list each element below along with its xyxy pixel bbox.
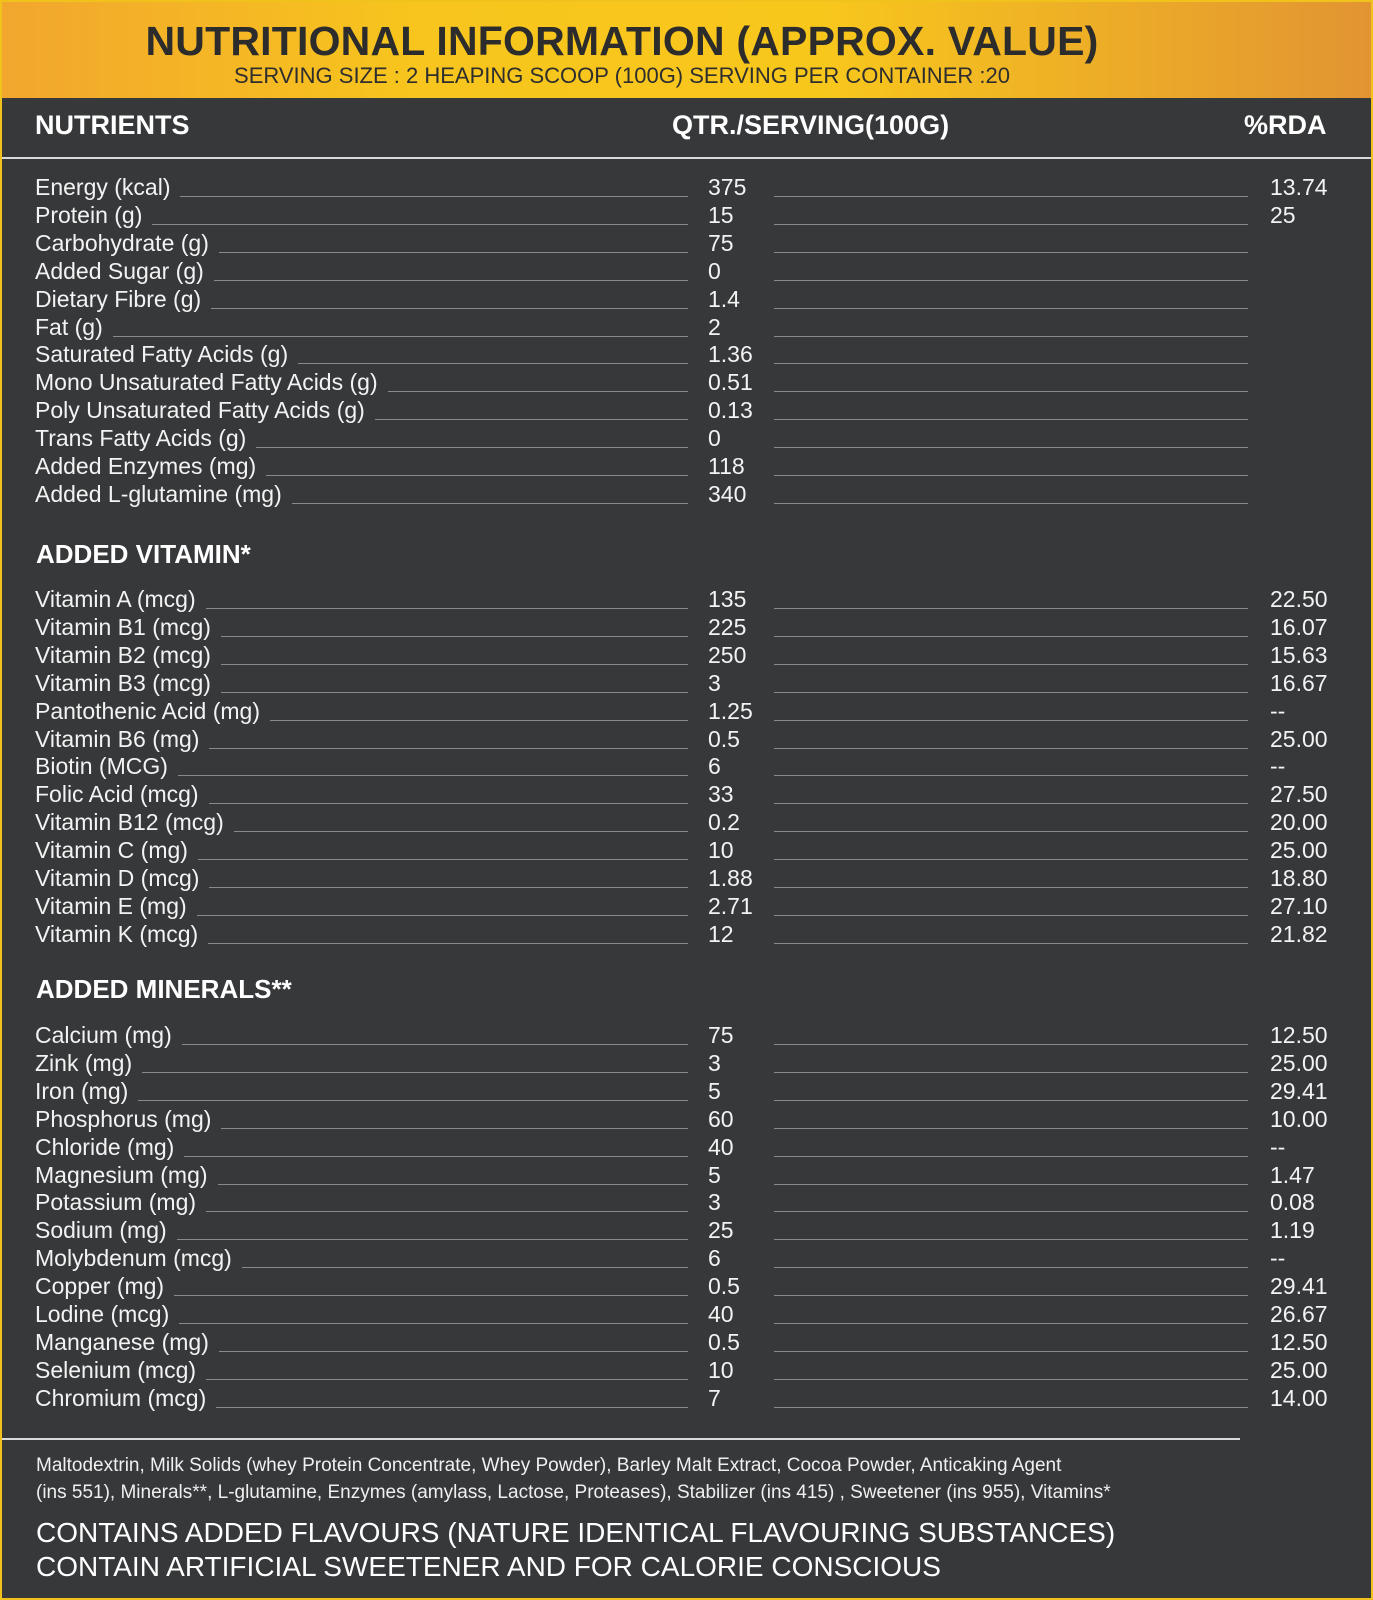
leader-line <box>774 1100 1248 1101</box>
nutrient-name: Vitamin K (mcg) <box>35 921 208 948</box>
nutrient-rda: 12.50 <box>1270 1022 1328 1048</box>
nutrient-qty: 0.5 <box>708 725 740 752</box>
nutrient-qty: 5 <box>708 1161 721 1188</box>
nutrient-name: Iron (mg) <box>35 1078 138 1105</box>
table-row <box>2 893 1371 921</box>
leader-line <box>774 336 1248 337</box>
nutrient-name: Chromium (mcg) <box>35 1385 216 1412</box>
footer-divider <box>2 1438 1240 1440</box>
leader-line <box>774 803 1248 804</box>
nutrient-qty: 135 <box>708 586 747 612</box>
leader-line <box>774 1267 1248 1268</box>
leader-line <box>774 720 1248 721</box>
leader-line <box>774 1239 1248 1240</box>
nutrient-qty: 75 <box>708 229 734 256</box>
table-row <box>2 481 1371 509</box>
nutrient-rda: -- <box>1270 753 1286 780</box>
nutrient-qty: 3 <box>708 1189 721 1216</box>
nutrient-rda: 14.00 <box>1270 1384 1328 1411</box>
nutrient-qty: 10 <box>708 837 734 864</box>
table-row <box>2 1022 1371 1050</box>
nutrient-name: Vitamin B6 (mg) <box>35 726 209 753</box>
nutrient-rda: 25.00 <box>1270 1356 1328 1383</box>
nutrient-name: Vitamin A (mcg) <box>35 586 206 613</box>
sweetener-notice: CONTAIN ARTIFICIAL SWEETENER AND FOR CALORIE CONSCIOUS <box>36 1551 941 1582</box>
table-row <box>2 614 1371 642</box>
nutrient-qty: 375 <box>708 174 747 200</box>
table-row <box>2 753 1371 781</box>
column-header-qty: QTR./SERVING(100G) <box>672 110 950 140</box>
table-row <box>2 174 1371 202</box>
nutrient-rda: 15.63 <box>1270 641 1328 668</box>
table-row <box>2 1189 1371 1217</box>
nutrient-qty: 40 <box>708 1301 734 1327</box>
table-row <box>2 1078 1371 1106</box>
nutrient-name: Fat (g) <box>35 314 113 341</box>
nutrient-rda: 26.67 <box>1270 1301 1328 1327</box>
table-row <box>2 698 1371 726</box>
nutrient-name: Calcium (mg) <box>35 1022 182 1049</box>
nutrient-qty: 10 <box>708 1356 734 1383</box>
table-row <box>2 286 1371 314</box>
section-heading-vitamins: ADDED VITAMIN* <box>36 539 251 569</box>
leader-line <box>42 1100 688 1101</box>
nutrient-rda: 27.10 <box>1270 892 1328 919</box>
leader-line <box>774 447 1248 448</box>
table-row <box>2 1245 1371 1273</box>
leader-line <box>42 336 688 337</box>
leader-line <box>774 636 1248 637</box>
nutrient-qty: 0.5 <box>708 1273 740 1300</box>
nutrient-rda: 21.82 <box>1270 920 1328 947</box>
nutrient-name: Biotin (MCG) <box>35 753 178 780</box>
leader-line <box>774 1295 1248 1296</box>
nutrient-name: Added L-glutamine (mg) <box>35 481 292 508</box>
nutrient-qty: 12 <box>708 920 734 947</box>
nutrient-name: Vitamin C (mg) <box>35 837 198 864</box>
nutrient-qty: 6 <box>708 1245 721 1272</box>
nutrient-name: Dietary Fibre (g) <box>35 286 211 313</box>
header-divider <box>2 157 1371 159</box>
title-banner <box>2 2 1371 98</box>
flavour-notice: CONTAINS ADDED FLAVOURS (NATURE IDENTICAL FLAVOURING SUBSTANCES) <box>36 1517 1116 1548</box>
leader-line <box>774 1323 1248 1324</box>
nutrient-rda: 1.19 <box>1270 1217 1315 1244</box>
nutrient-qty: 118 <box>708 453 745 479</box>
leader-line <box>774 915 1248 916</box>
table-row <box>2 586 1371 614</box>
table-row <box>2 369 1371 397</box>
leader-line <box>774 419 1248 420</box>
table-row <box>2 781 1371 809</box>
table-row <box>2 809 1371 837</box>
leader-line <box>774 1156 1248 1157</box>
nutrient-qty: 340 <box>708 480 747 507</box>
nutrient-rda: 25.00 <box>1270 725 1328 752</box>
table-row <box>2 642 1371 670</box>
table-row <box>2 921 1371 949</box>
leader-line <box>774 1211 1248 1212</box>
nutrient-rda: -- <box>1270 697 1286 724</box>
nutrient-name: Mono Unsaturated Fatty Acids (g) <box>35 369 388 396</box>
leader-line <box>774 859 1248 860</box>
nutrient-qty: 2.71 <box>708 892 753 919</box>
nutrient-name: Added Enzymes (mg) <box>35 453 266 480</box>
nutrient-name: Folic Acid (mcg) <box>35 781 209 808</box>
nutrient-name: Trans Fatty Acids (g) <box>35 425 256 452</box>
leader-line <box>774 1072 1248 1073</box>
nutrient-name: Magnesium (mg) <box>35 1162 218 1189</box>
table-row <box>2 1301 1371 1329</box>
page-title: NUTRITIONAL INFORMATION (APPROX. VALUE) <box>145 18 1099 64</box>
table-row <box>2 1357 1371 1385</box>
nutrient-qty: 5 <box>708 1077 721 1104</box>
nutrient-qty: 25 <box>708 1217 734 1244</box>
nutrient-qty: 1.4 <box>708 285 740 312</box>
leader-line <box>774 748 1248 749</box>
nutrient-name: Energy (kcal) <box>35 174 180 201</box>
nutrient-qty: 60 <box>708 1105 734 1132</box>
ingredients-line-1: Maltodextrin, Milk Solids (whey Protein Concentrate, Whey Powder), Barley Malt Extract, Cocoa Powder, Anticaking Agent <box>36 1455 1062 1476</box>
table-row <box>2 202 1371 230</box>
nutrient-rda: 25 <box>1270 201 1296 228</box>
nutrient-qty: 6 <box>708 753 721 780</box>
nutrient-rda: 18.80 <box>1270 865 1328 891</box>
leader-line <box>774 775 1248 776</box>
nutrient-name: Saturated Fatty Acids (g) <box>35 341 298 368</box>
nutrient-name: Poly Unsaturated Fatty Acids (g) <box>35 397 375 424</box>
table-row <box>2 258 1371 286</box>
nutrient-name: Added Sugar (g) <box>35 258 214 285</box>
leader-line <box>774 391 1248 392</box>
table-row <box>2 726 1371 754</box>
nutrient-qty: 75 <box>708 1022 734 1048</box>
nutrient-qty: 7 <box>708 1384 721 1411</box>
nutrient-rda: 25.00 <box>1270 837 1328 864</box>
table-row <box>2 397 1371 425</box>
table-row <box>2 1217 1371 1245</box>
column-header-nutrients: NUTRIENTS <box>35 110 190 140</box>
table-row <box>2 1134 1371 1162</box>
nutrient-qty: 2 <box>708 313 721 340</box>
ingredients-line-2: (ins 551), Minerals**, L-glutamine, Enzymes (amylass, Lactose, Proteases), Stabilizer (ins 415) , Sweetener (ins 955), Vitamins* <box>36 1482 1111 1503</box>
leader-line <box>774 664 1248 665</box>
nutrient-name: Pantothenic Acid (mg) <box>35 698 270 725</box>
leader-line <box>774 196 1248 197</box>
nutrient-qty: 225 <box>708 613 747 640</box>
nutrient-name: Molybdenum (mcg) <box>35 1245 242 1272</box>
nutrient-qty: 250 <box>708 641 747 668</box>
table-row <box>2 1106 1371 1134</box>
table-row <box>2 341 1371 369</box>
leader-line <box>774 943 1248 944</box>
leader-line <box>774 1128 1248 1129</box>
serving-size-subtitle: SERVING SIZE : 2 HEAPING SCOOP (100G) SERVING PER CONTAINER :20 <box>234 63 1010 88</box>
table-row <box>2 837 1371 865</box>
table-row <box>2 453 1371 481</box>
leader-line <box>774 224 1248 225</box>
nutrient-qty: 1.88 <box>708 865 753 891</box>
nutrient-qty: 1.25 <box>708 697 753 724</box>
nutrient-name: Zink (mg) <box>35 1050 142 1077</box>
leader-line <box>774 363 1248 364</box>
table-row <box>2 1162 1371 1190</box>
table-row <box>2 230 1371 258</box>
leader-line <box>774 1407 1248 1408</box>
leader-line <box>774 1044 1248 1045</box>
table-row <box>2 670 1371 698</box>
nutrient-qty: 0.2 <box>708 809 740 836</box>
leader-line <box>774 475 1248 476</box>
nutrient-name: Vitamin B3 (mcg) <box>35 670 221 697</box>
leader-line <box>774 692 1248 693</box>
table-row <box>2 865 1371 893</box>
table-row <box>2 1329 1371 1357</box>
leader-line <box>774 280 1248 281</box>
table-row <box>2 1273 1371 1301</box>
nutrient-rda: 25.00 <box>1270 1049 1328 1076</box>
nutrient-name: Potassium (mg) <box>35 1189 206 1216</box>
nutrient-qty: 0 <box>708 425 721 452</box>
nutrient-qty: 3 <box>708 1049 721 1076</box>
nutrient-name: Lodine (mcg) <box>35 1301 179 1328</box>
nutrient-name: Selenium (mcg) <box>35 1357 206 1384</box>
nutrient-rda: 13.74 <box>1270 174 1328 200</box>
nutrient-qty: 0.5 <box>708 1328 740 1355</box>
leader-line <box>774 831 1248 832</box>
leader-line <box>774 252 1248 253</box>
nutrient-qty: 15 <box>708 201 734 228</box>
nutrient-qty: 40 <box>708 1133 734 1160</box>
nutrient-name: Vitamin B12 (mcg) <box>35 809 234 836</box>
nutrient-name: Vitamin B1 (mcg) <box>35 614 221 641</box>
table-row <box>2 425 1371 453</box>
leader-line <box>774 308 1248 309</box>
table-row <box>2 314 1371 342</box>
nutrient-rda: 22.50 <box>1270 586 1328 612</box>
nutrient-rda: 0.08 <box>1270 1189 1315 1216</box>
nutrient-rda: 16.67 <box>1270 669 1328 696</box>
nutrient-qty: 1.36 <box>708 341 753 368</box>
nutrient-rda: 10.00 <box>1270 1105 1328 1132</box>
nutrient-rda: 27.50 <box>1270 781 1328 808</box>
nutrient-name: Vitamin E (mg) <box>35 893 197 920</box>
leader-line <box>774 1379 1248 1380</box>
nutrient-name: Copper (mg) <box>35 1273 174 1300</box>
nutrient-rda: 29.41 <box>1270 1077 1328 1104</box>
table-row <box>2 1050 1371 1078</box>
ingredients-text <box>36 1452 1336 1506</box>
table-row <box>2 1385 1371 1413</box>
nutrient-rda: 1.47 <box>1270 1161 1315 1188</box>
nutrient-qty: 0.13 <box>708 397 753 424</box>
nutrient-name: Vitamin D (mcg) <box>35 865 209 892</box>
nutrient-name: Chloride (mg) <box>35 1134 184 1161</box>
nutrient-name: Carbohydrate (g) <box>35 230 219 257</box>
column-header-rda: %RDA <box>1244 110 1327 140</box>
nutrient-rda: -- <box>1270 1245 1286 1272</box>
nutrient-rda: 16.07 <box>1270 613 1328 640</box>
nutrient-rda: 12.50 <box>1270 1328 1328 1355</box>
nutrient-rda: 29.41 <box>1270 1273 1328 1300</box>
nutrient-name: Vitamin B2 (mcg) <box>35 642 221 669</box>
nutrient-name: Sodium (mg) <box>35 1217 177 1244</box>
nutrient-qty: 0 <box>708 257 721 284</box>
nutrient-name: Protein (g) <box>35 202 152 229</box>
nutrient-name: Manganese (mg) <box>35 1329 219 1356</box>
leader-line <box>774 1184 1248 1185</box>
leader-line <box>774 1351 1248 1352</box>
nutrient-name: Phosphorus (mg) <box>35 1106 221 1133</box>
nutrient-rda: 20.00 <box>1270 809 1328 836</box>
leader-line <box>774 503 1248 504</box>
nutrient-qty: 33 <box>708 781 734 808</box>
leader-line <box>774 608 1248 609</box>
nutrient-qty: 3 <box>708 669 721 696</box>
nutrient-rda: -- <box>1270 1133 1286 1160</box>
section-heading-minerals: ADDED MINERALS** <box>36 974 292 1004</box>
nutrient-qty: 0.51 <box>708 369 753 396</box>
leader-line <box>774 887 1248 888</box>
